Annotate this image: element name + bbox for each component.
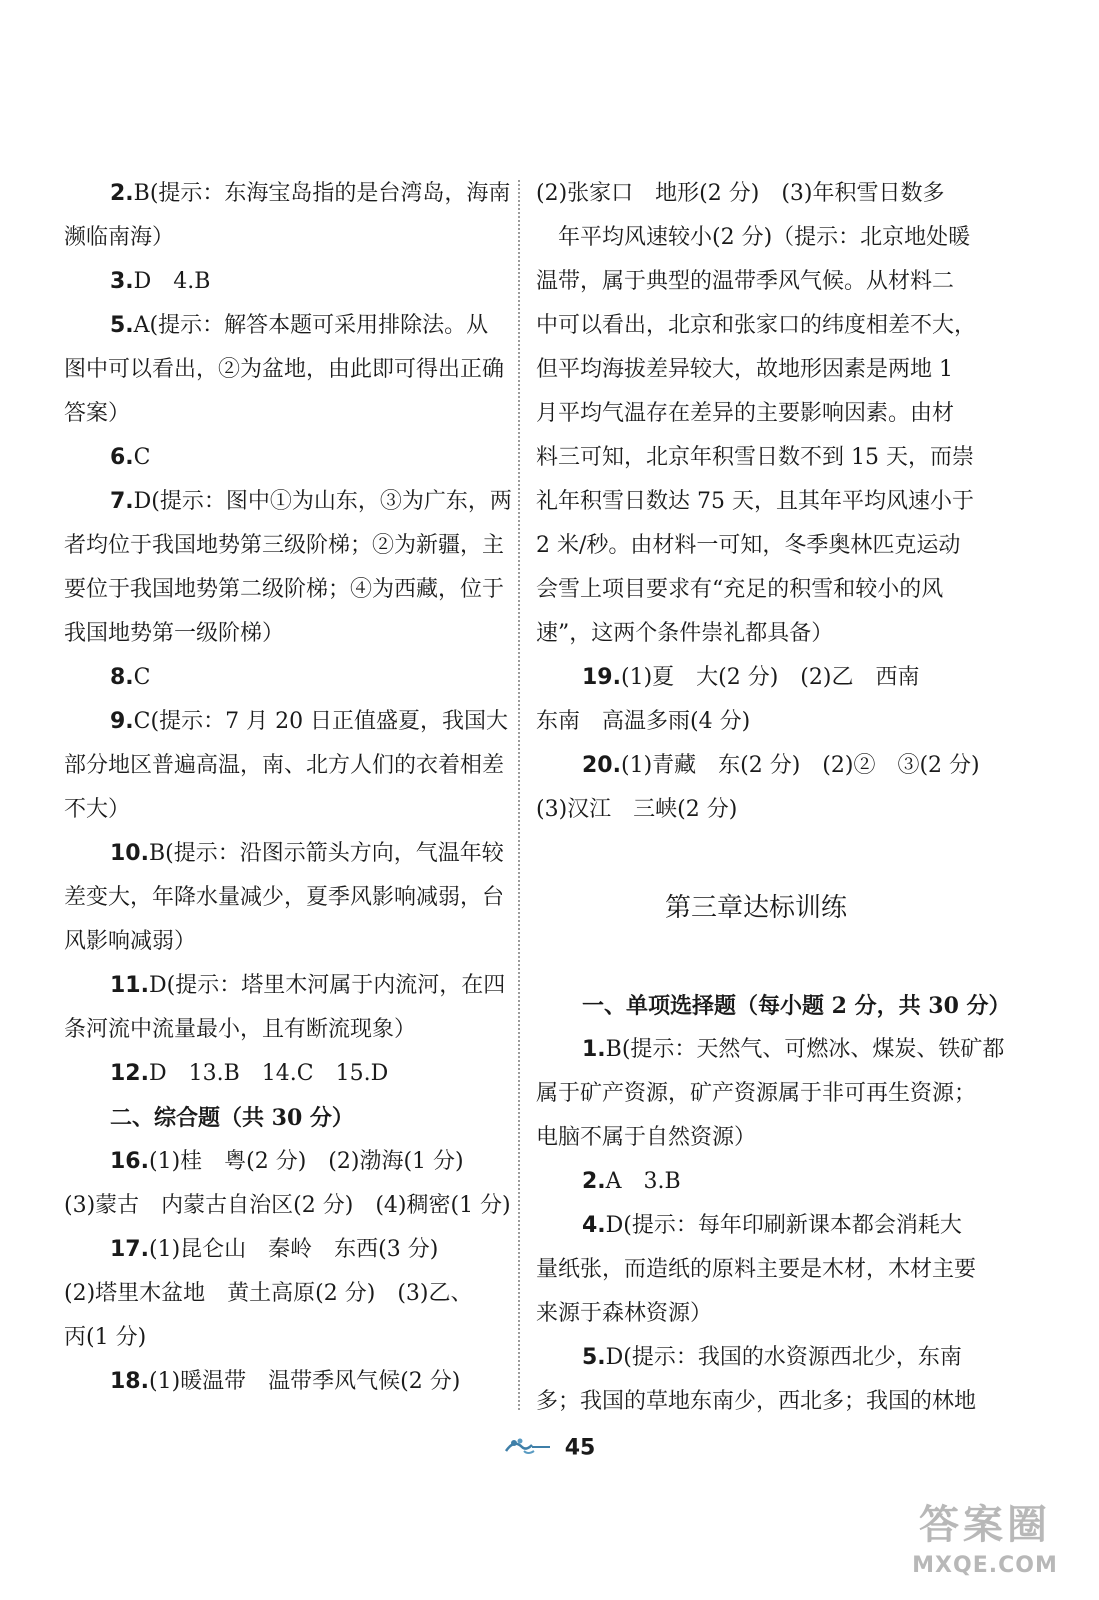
- answer-line: [64, 480, 512, 524]
- answer-text: D 4.B: [133, 269, 211, 294]
- question-number: 3.: [110, 269, 134, 294]
- page-footer: [0, 1435, 1099, 1475]
- answer-text: D(提示：图中①为山东，③为广东，两: [133, 489, 512, 514]
- answer-line: [536, 1248, 976, 1292]
- answer-line: [64, 260, 500, 304]
- answer-line: [536, 656, 976, 700]
- answer-line: [64, 612, 500, 656]
- answer-text: (1)暖温带 温带季风气候(2 分): [148, 1369, 461, 1394]
- answer-text: 量纸张，而造纸的原料主要是木材，木材主要: [536, 1257, 977, 1282]
- answer-text: 东南 高温多雨(4 分): [536, 709, 751, 734]
- answer-text: B(提示：沿图示箭头方向，气温年较: [148, 841, 504, 866]
- answer-text: (1)夏 大(2 分) (2)乙 西南: [620, 665, 920, 690]
- answer-line: [64, 524, 505, 568]
- answer-text: 温带，属于典型的温带季风气候。从材料二: [536, 269, 955, 294]
- question-number: 6.: [110, 445, 134, 470]
- answer-text: D(提示：每年印刷新课本都会消耗大: [605, 1213, 962, 1238]
- answer-line: [536, 1336, 976, 1380]
- question-number: 5.: [110, 313, 134, 338]
- answer-text: D(提示：我国的水资源西北少，东南: [605, 1345, 962, 1370]
- answer-line: [536, 1028, 1005, 1072]
- answer-text: (2)塔里木盆地 黄土高原(2 分) (3)乙、: [64, 1281, 473, 1306]
- answer-text: 但平均海拔差异较大，故地形因素是两地 1: [536, 357, 953, 382]
- answer-text: D(提示：塔里木河属于内流河，在四: [148, 973, 506, 998]
- answer-text: 礼年积雪日数达 75 天，且其年平均风速小于: [536, 489, 974, 514]
- answer-text: A 3.B: [605, 1169, 681, 1194]
- answer-text: 来源于森林资源）: [536, 1301, 713, 1326]
- answer-line: [64, 1360, 500, 1404]
- answer-line: [536, 744, 980, 788]
- answer-text: 要位于我国地势第二级阶梯；④为西藏，位于: [64, 577, 505, 602]
- answer-text: 速”，这两个条件崇礼都具备）: [536, 621, 834, 646]
- answer-line: [536, 524, 976, 568]
- question-number: 1.: [582, 1037, 606, 1062]
- answer-line: [64, 568, 505, 612]
- answer-text: B(提示：天然气、可燃冰、煤炭、铁矿都: [605, 1037, 1005, 1062]
- answer-text: (3)汉江 三峡(2 分): [536, 797, 738, 822]
- answer-text: 风影响减弱）: [64, 929, 197, 954]
- answer-line: [64, 348, 505, 392]
- answer-text: D 13.B 14.C 15.D: [148, 1061, 389, 1086]
- answer-line: [536, 260, 976, 304]
- answer-text: 答案）: [64, 401, 131, 426]
- answer-text: 部分地区普遍高温，南、北方人们的衣着相差: [64, 753, 505, 778]
- answer-block-chapter-3: [536, 984, 1011, 1424]
- answer-line: [64, 304, 500, 348]
- answer-line: [64, 656, 500, 700]
- question-number: 12.: [110, 1061, 149, 1086]
- answer-text: C(提示：7 月 20 日正值盛夏，我国大: [133, 709, 509, 734]
- answer-line: [536, 392, 976, 436]
- answer-line: [64, 1052, 500, 1096]
- question-number: 10.: [110, 841, 149, 866]
- answer-line: [64, 1316, 500, 1360]
- answer-text: (3)蒙古 内蒙古自治区(2 分) (4)稠密(1 分): [64, 1193, 511, 1218]
- answer-text: 濒临南海）: [64, 225, 175, 250]
- answer-line: [64, 876, 505, 920]
- answer-line: [64, 964, 506, 1008]
- answer-line: [64, 216, 500, 260]
- answer-line: [536, 1072, 976, 1116]
- watermark-site: MXQE.COM: [912, 1553, 1058, 1578]
- question-number: 17.: [110, 1237, 149, 1262]
- question-number: 20.: [582, 753, 621, 778]
- answer-line: [536, 436, 976, 480]
- answer-text: 月平均气温存在差异的主要影响因素。由材: [536, 401, 955, 426]
- watermark-logo: [885, 1498, 1085, 1588]
- answer-text: 电脑不属于自然资源）: [536, 1125, 757, 1150]
- answer-text: 会雪上项目要求有“充足的积雪和较小的风: [536, 577, 944, 602]
- answer-block-chapter-2-cont: [536, 172, 980, 832]
- answer-text: 料三可知，北京年积雪日数不到 15 天，而崇: [536, 445, 974, 470]
- chapter-heading: 第三章达标训练: [664, 893, 847, 923]
- answer-text: 年平均风速较小(2 分)（提示：北京地处暖: [558, 225, 971, 250]
- spacer: [536, 832, 976, 878]
- column-divider: [518, 180, 520, 1410]
- answer-line: [64, 1008, 500, 1052]
- answer-line: [536, 1116, 976, 1160]
- answer-line: [536, 788, 976, 832]
- answer-text: 差变大，年降水量减少，夏季风影响减弱，台: [64, 885, 505, 910]
- answer-line: [64, 1140, 500, 1184]
- question-number: 7.: [110, 489, 134, 514]
- answer-text: 我国地势第一级阶梯）: [64, 621, 285, 646]
- question-number: 19.: [582, 665, 621, 690]
- question-number: 8.: [110, 665, 134, 690]
- flower-ornament-icon: [504, 1435, 552, 1461]
- question-number: 2.: [110, 181, 134, 206]
- question-number: 9.: [110, 709, 134, 734]
- answer-text: C: [133, 445, 151, 470]
- answer-text: 多；我国的草地东南少，西北多；我国的林地: [536, 1389, 977, 1414]
- right-column: [536, 172, 1011, 1424]
- answer-text: (1)昆仑山 秦岭 东西(3 分): [148, 1237, 439, 1262]
- answer-line: [64, 1228, 500, 1272]
- answer-line: [64, 920, 500, 964]
- answer-text: 丙(1 分): [64, 1325, 147, 1350]
- answer-line: [64, 392, 500, 436]
- answer-line: [64, 788, 500, 832]
- answer-line: [64, 832, 504, 876]
- answer-line: [536, 1204, 976, 1248]
- answer-text: 者均位于我国地势第三级阶梯；②为新疆，主: [64, 533, 505, 558]
- answer-line: [536, 984, 1011, 1028]
- answer-line: [64, 436, 500, 480]
- answer-line: [536, 1380, 976, 1424]
- question-number: 5.: [582, 1345, 606, 1370]
- answer-line: [536, 216, 976, 260]
- answer-text: 不大）: [64, 797, 131, 822]
- spacer: [536, 938, 976, 984]
- answer-line: [64, 700, 509, 744]
- question-number: 18.: [110, 1369, 149, 1394]
- answer-text: 属于矿产资源，矿产资源属于非可再生资源；: [536, 1081, 977, 1106]
- question-number: 16.: [110, 1149, 149, 1174]
- answer-text: 中可以看出，北京和张家口的纬度相差不大，: [536, 313, 977, 338]
- question-number: 2.: [582, 1169, 606, 1194]
- answer-text: A(提示：解答本题可采用排除法。从: [133, 313, 489, 338]
- answer-line: [536, 568, 976, 612]
- answer-line: [536, 480, 976, 524]
- answer-text: C: [133, 665, 151, 690]
- answer-text: (1)桂 粤(2 分) (2)渤海(1 分): [148, 1149, 464, 1174]
- answer-text: 二、综合题（共 30 分）: [110, 1105, 354, 1131]
- answer-line: [536, 348, 976, 392]
- question-number: 11.: [110, 973, 149, 998]
- answer-text: 条河流中流量最小，且有断流现象）: [64, 1017, 417, 1042]
- answer-text: (2)张家口 地形(2 分) (3)年积雪日数多: [536, 181, 945, 206]
- answer-line: [536, 304, 976, 348]
- answer-text: 图中可以看出，②为盆地，由此即可得出正确: [64, 357, 505, 382]
- left-column: [64, 172, 512, 1404]
- question-number: 4.: [582, 1213, 606, 1238]
- answer-line: [536, 612, 976, 656]
- answer-line: [536, 172, 976, 216]
- answer-text: 2 米/秒。由材料一可知，冬季奥林匹克运动: [536, 533, 961, 558]
- answer-line: [64, 1184, 511, 1228]
- answer-line: [536, 1292, 976, 1336]
- answer-line: [64, 744, 505, 788]
- answer-text: 一、单项选择题（每小题 2 分，共 30 分）: [582, 993, 1011, 1019]
- answer-line: [536, 1160, 976, 1204]
- answer-line: [64, 1272, 500, 1316]
- watermark-glyphs: 答案圈: [919, 1502, 1051, 1548]
- answer-text: (1)青藏 东(2 分) (2)② ③(2 分): [620, 753, 980, 778]
- answer-line: [536, 700, 976, 744]
- page-number: 45: [564, 1435, 596, 1461]
- answer-text: B(提示：东海宝岛指的是台湾岛，海南: [133, 181, 511, 206]
- answer-line: [64, 172, 511, 216]
- answer-line: [64, 1096, 500, 1140]
